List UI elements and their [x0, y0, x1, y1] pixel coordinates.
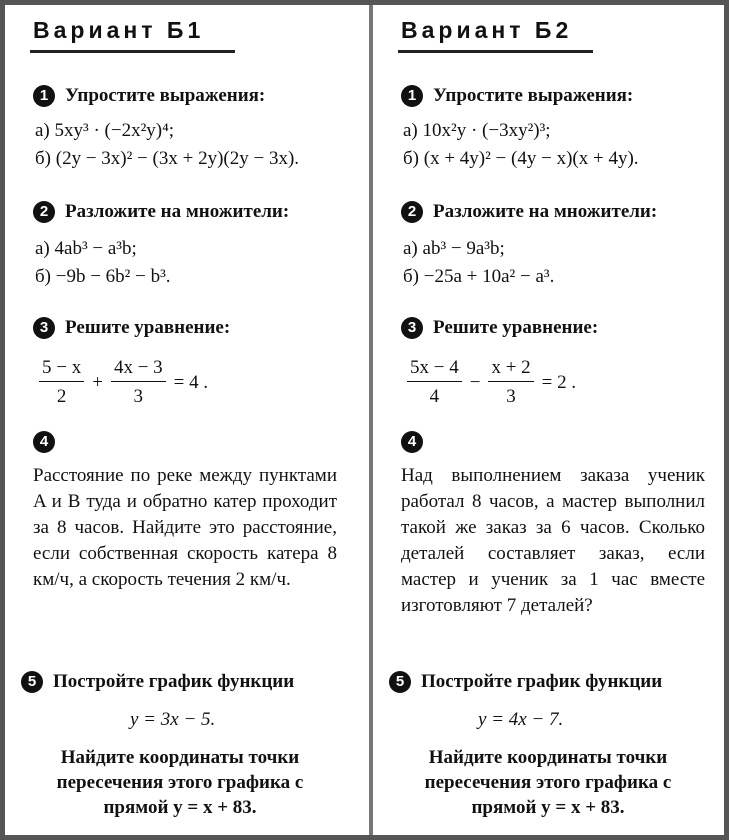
task-4-header [401, 431, 423, 453]
task-number-5-icon: 5 [389, 671, 411, 693]
task-1-item-b: б) (x + 4y)² − (4y − x)(x + 4y). [403, 148, 639, 169]
fraction-1-numerator: 5 − x [39, 357, 84, 382]
task-2-item-a: а) 4ab³ − a³b; [35, 238, 137, 259]
task-2-item-b: б) −25a + 10a² − a³. [403, 266, 555, 287]
task-3-equation [35, 357, 212, 408]
task-1-item-a: а) 5xy³ · (−2x²y)⁴; [35, 120, 175, 141]
title-underline [398, 50, 593, 53]
task-number-2-icon: 2 [401, 201, 423, 223]
task-5-function: y = 3x − 5. [130, 709, 216, 730]
task-3-header [401, 317, 598, 339]
equation-operator: + [92, 371, 103, 393]
variant-title: Вариант Б2 [401, 17, 573, 43]
equation-operator: − [469, 371, 481, 393]
fraction-1-denominator: 2 [56, 386, 67, 407]
task-number-2-icon: 2 [33, 201, 55, 223]
task-3-title: Решите уравнение: [65, 317, 231, 338]
task-5-function: y = 4x − 7. [478, 709, 564, 730]
task-number-3-icon: 3 [401, 317, 423, 339]
task-number-1-icon: 1 [401, 85, 423, 107]
task-1-item-a: а) 10x²y · (−3xy²)³; [403, 120, 551, 141]
equation-rhs: = 2 . [541, 371, 577, 393]
task-5-title: Постройте график функции [421, 671, 663, 692]
fraction-2 [488, 357, 533, 408]
task-2-title: Разложите на множители: [65, 201, 290, 222]
task-number-1-icon: 1 [33, 85, 55, 107]
task-2-item-b: б) −9b − 6b² − b³. [35, 266, 171, 287]
task-2-header [33, 201, 289, 223]
task-1-header [33, 85, 265, 107]
task-number-4-icon: 4 [401, 431, 423, 453]
task-4-text: Расстояние по реке между пунктами A и B туда и обратно катер проходит за 8 часов. Найдите это расстояние, если собственная скорость катера 8 км/ч, а скорость течения 2 км/ч. [33, 465, 337, 590]
fraction-1 [39, 357, 84, 408]
fraction-2-numerator: x + 2 [488, 357, 533, 382]
task-5-header [389, 671, 662, 693]
task-number-3-icon: 3 [33, 317, 55, 339]
task-4-text: Над выполнением заказа ученик работал 8 часов, а мастер выполнил такой же заказ за 6 часов. Сколько деталей составляет заказ, если мастер и ученик за 1 час вместе изготовляют 7 деталей? [401, 465, 705, 616]
task-3-header [33, 317, 230, 339]
fraction-1-denominator: 4 [429, 386, 440, 407]
task-5-question: Найдите координаты точки пересечения этого графика с прямой y = x + 83. [424, 747, 672, 818]
task-1-title: Упростите выражения: [433, 85, 634, 106]
task-5-title: Постройте график функции [53, 671, 295, 692]
task-1-item-b: б) (2y − 3x)² − (3x + 2y)(2y − 3x). [35, 148, 300, 169]
task-2-title: Разложите на множители: [433, 201, 658, 222]
variant-b1-column [5, 5, 351, 835]
worksheet [5, 5, 724, 835]
title-underline [30, 50, 235, 53]
fraction-2-numerator: 4x − 3 [111, 357, 166, 382]
task-1-header [401, 85, 633, 107]
fraction-2-denominator: 3 [506, 386, 516, 407]
equation-rhs: = 4 . [173, 371, 209, 393]
variant-title: Вариант Б1 [33, 17, 205, 43]
fraction-2 [111, 357, 166, 408]
fraction-2-denominator: 3 [133, 386, 144, 407]
task-3-equation [403, 357, 580, 408]
task-5-header [21, 671, 294, 693]
task-number-4-icon: 4 [33, 431, 55, 453]
fraction-1 [407, 357, 462, 408]
task-4-header [33, 431, 55, 453]
task-2-item-a: а) ab³ − 9a³b; [403, 238, 505, 259]
task-5-question: Найдите координаты точки пересечения этого графика с прямой y = x + 83. [56, 747, 304, 818]
task-number-5-icon: 5 [21, 671, 43, 693]
variant-b2-column [373, 5, 719, 835]
task-3-title: Решите уравнение: [433, 317, 599, 338]
fraction-1-numerator: 5x − 4 [407, 357, 462, 382]
task-2-header [401, 201, 657, 223]
task-1-title: Упростите выражения: [65, 85, 266, 106]
